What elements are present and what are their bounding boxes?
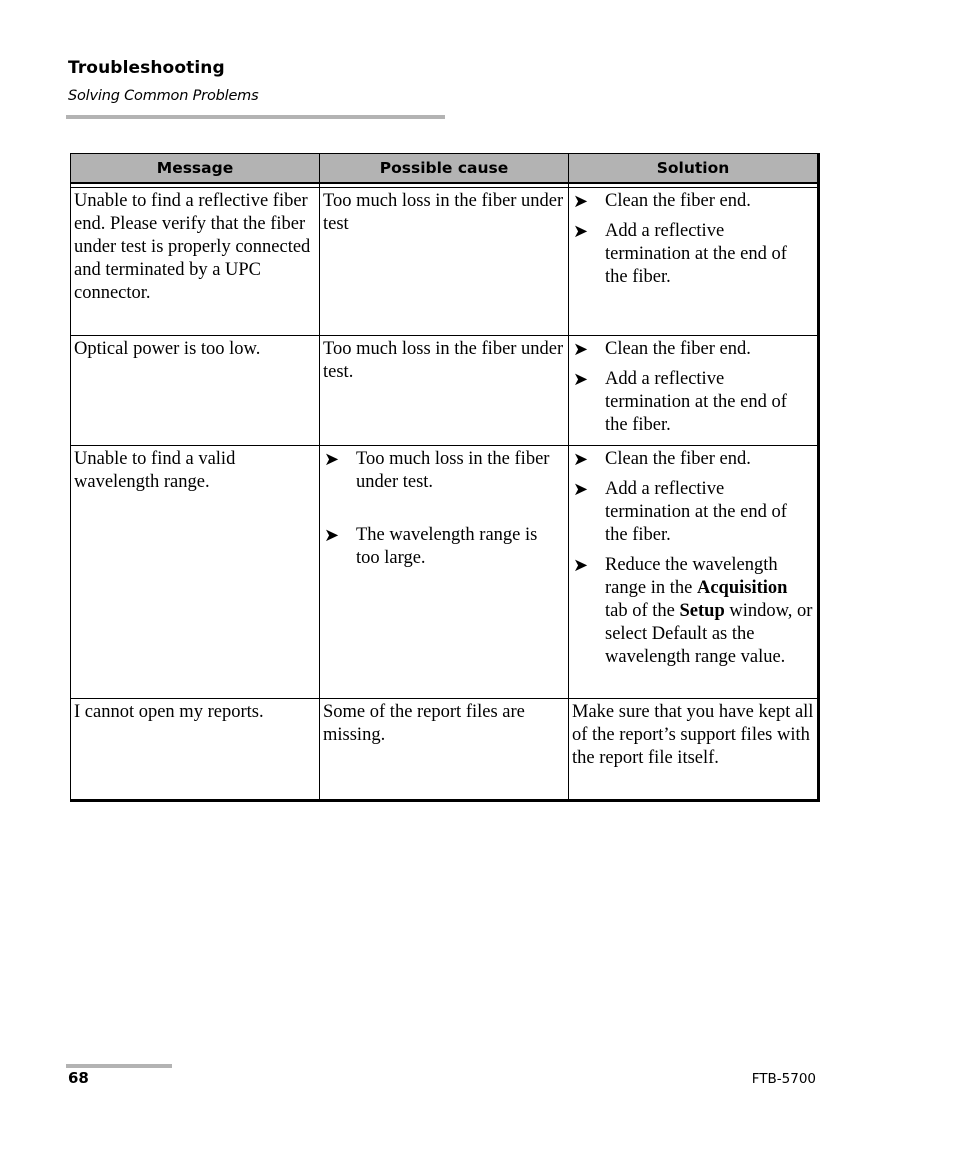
arrow-bullet-icon: ➤ xyxy=(324,449,340,470)
solution-item: ➤ Add a reflective termination at the end of the fiber. xyxy=(573,221,787,287)
solution-item: ➤ Clean the fiber end. xyxy=(573,339,751,360)
arrow-bullet-icon: ➤ xyxy=(324,525,340,546)
section-title: Troubleshooting xyxy=(68,58,225,78)
arrow-bullet-icon: ➤ xyxy=(573,191,589,212)
arrow-bullet-icon: ➤ xyxy=(573,221,589,242)
setup-window-term: Setup xyxy=(679,601,725,621)
section-subtitle: Solving Common Problems xyxy=(68,88,259,104)
solution-item: ➤ Reduce the wavelength range in the Acquisition tab of the Setup window, or select Default as the wavelength range value. xyxy=(573,555,813,667)
solution-item: ➤ Add a reflective termination at the end of the fiber. xyxy=(573,369,787,435)
solution-cell: Make sure that you have kept all of the report’s support files with the report file itself. xyxy=(569,699,819,801)
table-row xyxy=(71,699,819,801)
solution-item: ➤ Clean the fiber end. xyxy=(573,191,751,212)
solution-item: ➤ Clean the fiber end. xyxy=(573,449,751,470)
arrow-bullet-icon: ➤ xyxy=(573,369,589,390)
table-row xyxy=(71,446,819,699)
message-cell: I cannot open my reports. xyxy=(71,699,320,801)
message-cell: Optical power is too low. xyxy=(71,336,320,446)
acquisition-tab-term: Acquisition xyxy=(696,578,788,598)
cause-item: ➤ The wavelength range is too large. xyxy=(324,525,538,568)
cause-list xyxy=(323,448,565,570)
message-cell: Unable to find a reflective fiber end. Please verify that the fiber under test is properly connected and terminated by a UPC connector. xyxy=(71,188,320,336)
table-header-row xyxy=(71,154,819,184)
arrow-bullet-icon: ➤ xyxy=(573,449,589,470)
page-number: 68 xyxy=(68,1069,89,1087)
cause-cell: Too much loss in the fiber under test. xyxy=(320,336,569,446)
solution-list xyxy=(572,338,814,437)
solution-cell xyxy=(569,336,819,446)
column-header-solution: Solution xyxy=(569,154,819,184)
document-id: FTB-5700 xyxy=(751,1071,816,1087)
cause-cell: Too much loss in the fiber under test xyxy=(320,188,569,336)
table-row xyxy=(71,188,819,336)
troubleshooting-table xyxy=(70,153,818,802)
cause-cell xyxy=(320,446,569,699)
table-row xyxy=(71,336,819,446)
cause-item: ➤ Too much loss in the fiber under test. xyxy=(324,449,550,492)
column-header-message: Message xyxy=(71,154,320,184)
arrow-bullet-icon: ➤ xyxy=(573,339,589,360)
solution-item: ➤ Add a reflective termination at the end of the fiber. xyxy=(573,479,787,545)
column-header-possible-cause: Possible cause xyxy=(320,154,569,184)
solution-cell xyxy=(569,446,819,699)
solution-cell xyxy=(569,188,819,336)
footer-divider xyxy=(66,1064,172,1068)
cause-cell: Some of the report files are missing. xyxy=(320,699,569,801)
arrow-bullet-icon: ➤ xyxy=(573,479,589,500)
message-cell: Unable to find a valid wavelength range. xyxy=(71,446,320,699)
arrow-bullet-icon: ➤ xyxy=(573,555,589,576)
header-divider xyxy=(66,115,445,119)
solution-list xyxy=(572,448,814,669)
solution-list xyxy=(572,190,814,289)
